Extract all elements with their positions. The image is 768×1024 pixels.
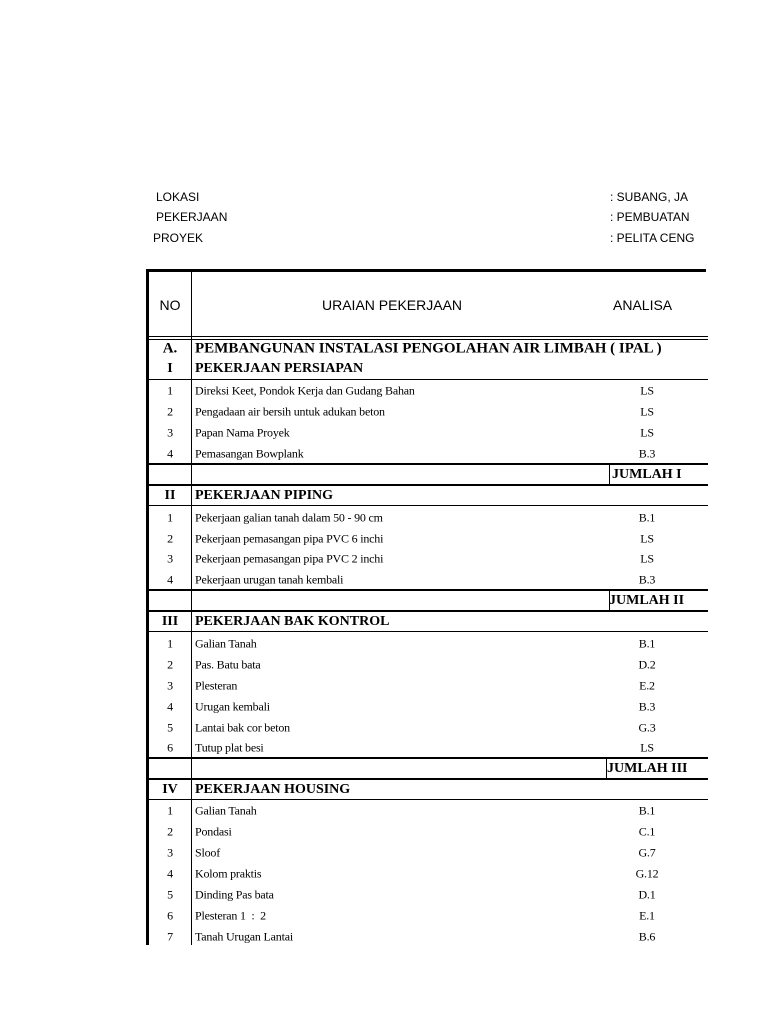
section-row xyxy=(148,779,708,800)
table-row xyxy=(148,717,708,738)
subtotal-label: JUMLAH I xyxy=(612,466,682,482)
item-description: Plesteran 1 : 2 xyxy=(195,908,266,922)
header-no: NO xyxy=(159,297,181,313)
section-number: I xyxy=(167,360,173,376)
item-description: Direksi Keet, Pondok Kerja dan Gudang Bahan xyxy=(195,383,415,397)
table-row xyxy=(148,737,708,758)
item-analysis-code: LS xyxy=(640,551,654,565)
section-title: PEKERJAAN HOUSING xyxy=(195,781,351,797)
table-row xyxy=(148,842,708,863)
item-analysis-code: B.1 xyxy=(638,803,656,817)
item-number: 3 xyxy=(167,678,173,692)
item-number: 1 xyxy=(167,510,173,524)
table-row xyxy=(148,569,708,590)
table-row xyxy=(148,401,708,422)
group-row xyxy=(148,338,708,359)
item-analysis-code: LS xyxy=(640,425,654,439)
item-analysis-code: LS xyxy=(640,404,654,418)
item-analysis-code: B.6 xyxy=(638,929,656,943)
table-row xyxy=(148,380,708,401)
section-title: PEKERJAAN BAK KONTROL xyxy=(195,613,390,629)
item-description: Galian Tanah xyxy=(195,636,257,650)
item-description: Pas. Batu bata xyxy=(195,657,261,671)
item-number: 3 xyxy=(167,845,173,859)
table-row xyxy=(148,507,708,528)
item-analysis-code: LS xyxy=(640,383,654,397)
section-number: III xyxy=(161,613,179,629)
table-top-border xyxy=(146,269,706,272)
item-number: 2 xyxy=(167,531,173,545)
item-number: 2 xyxy=(167,404,173,418)
subtotal-label: JUMLAH III xyxy=(607,760,688,776)
item-number: 1 xyxy=(167,383,173,397)
item-analysis-code: B.3 xyxy=(638,446,656,460)
table-row xyxy=(148,443,708,464)
table-row xyxy=(148,884,708,905)
pekerjaan-value: : PEMBUATAN xyxy=(610,210,690,224)
item-number: 6 xyxy=(167,740,173,754)
item-number: 2 xyxy=(167,657,173,671)
item-number: 4 xyxy=(167,446,173,460)
item-analysis-code: B.3 xyxy=(638,699,656,713)
item-analysis-code: C.1 xyxy=(638,824,656,838)
item-number: 5 xyxy=(167,887,173,901)
item-description: Plesteran xyxy=(195,678,238,692)
table-row xyxy=(148,528,708,549)
proyek-value: : PELITA CENG xyxy=(610,231,695,245)
item-analysis-code: G.12 xyxy=(635,866,659,880)
subtotal-row xyxy=(148,758,708,779)
table-row xyxy=(148,863,708,884)
item-number: 3 xyxy=(167,551,173,565)
item-number: 7 xyxy=(167,929,173,943)
item-description: Tanah Urugan Lantai xyxy=(195,929,293,943)
proyek-label: PROYEK xyxy=(153,231,204,245)
table-row xyxy=(148,821,708,842)
item-description: Pengadaan air bersih untuk adukan beton xyxy=(195,404,385,418)
item-description: Pekerjaan pemasangan pipa PVC 2 inchi xyxy=(195,551,384,565)
item-description: Pekerjaan galian tanah dalam 50 - 90 cm xyxy=(195,510,383,524)
section-number: IV xyxy=(162,781,178,797)
item-description: Urugan kembali xyxy=(195,699,270,713)
item-number: 5 xyxy=(167,720,173,734)
item-analysis-code: G.7 xyxy=(638,845,656,859)
subtotal-label: JUMLAH II xyxy=(609,592,685,608)
item-analysis-code: D.2 xyxy=(638,657,656,671)
item-analysis-code: LS xyxy=(640,531,654,545)
item-description: Pemasangan Bowplank xyxy=(195,446,304,460)
item-number: 6 xyxy=(167,908,173,922)
section-title: PEKERJAAN PERSIAPAN xyxy=(195,360,364,376)
item-analysis-code: D.1 xyxy=(638,887,656,901)
item-description: Galian Tanah xyxy=(195,803,257,817)
item-number: 1 xyxy=(167,636,173,650)
item-analysis-code: B.1 xyxy=(638,636,656,650)
section-row xyxy=(148,358,708,379)
item-analysis-code: LS xyxy=(640,740,654,754)
subtotal-row xyxy=(148,590,708,611)
item-description: Lantai bak cor beton xyxy=(195,720,290,734)
item-analysis-code: B.3 xyxy=(638,572,656,586)
item-number: 4 xyxy=(167,572,173,586)
item-description: Kolom praktis xyxy=(195,866,262,880)
item-description: Dinding Pas bata xyxy=(195,887,274,901)
item-number: 3 xyxy=(167,425,173,439)
lokasi-value: : SUBANG, JA xyxy=(610,190,689,204)
item-description: Pekerjaan urugan tanah kembali xyxy=(195,572,344,586)
item-description: Sloof xyxy=(195,845,221,859)
item-analysis-code: E.2 xyxy=(639,678,655,692)
section-number: II xyxy=(164,487,176,503)
table-row xyxy=(148,800,708,821)
section-row xyxy=(148,485,708,506)
item-description: Pondasi xyxy=(195,824,232,838)
table-row xyxy=(148,422,708,443)
item-description: Pekerjaan pemasangan pipa PVC 6 inchi xyxy=(195,531,384,545)
lokasi-label: LOKASI xyxy=(156,190,200,204)
item-number: 4 xyxy=(167,699,173,713)
item-analysis-code: B.1 xyxy=(638,510,656,524)
header-uraian: URAIAN PEKERJAAN xyxy=(322,297,463,313)
group-title: PEMBANGUNAN INSTALASI PENGOLAHAN AIR LIMBAH ( IPAL ) xyxy=(195,340,662,356)
table-row xyxy=(148,675,708,696)
item-number: 1 xyxy=(167,803,173,817)
item-description: Tutup plat besi xyxy=(195,740,264,754)
item-analysis-code: E.1 xyxy=(639,908,655,922)
row-rule xyxy=(148,505,708,506)
row-rule xyxy=(148,631,708,632)
table-row xyxy=(148,548,708,569)
subtotal-row xyxy=(148,464,708,485)
section-row xyxy=(148,611,708,632)
table-row xyxy=(148,696,708,717)
table-row xyxy=(148,905,708,926)
header-analisa: ANALISA xyxy=(613,297,673,313)
group-number: A. xyxy=(162,340,178,356)
table-row xyxy=(148,633,708,654)
item-number: 4 xyxy=(167,866,173,880)
item-number: 2 xyxy=(167,824,173,838)
table-row xyxy=(148,926,708,947)
item-description: Papan Nama Proyek xyxy=(195,425,290,439)
table-row xyxy=(148,654,708,675)
header-double-rule-top xyxy=(148,336,708,337)
pekerjaan-label: PEKERJAAN xyxy=(156,210,228,224)
item-analysis-code: G.3 xyxy=(638,720,656,734)
section-title: PEKERJAAN PIPING xyxy=(195,487,334,503)
